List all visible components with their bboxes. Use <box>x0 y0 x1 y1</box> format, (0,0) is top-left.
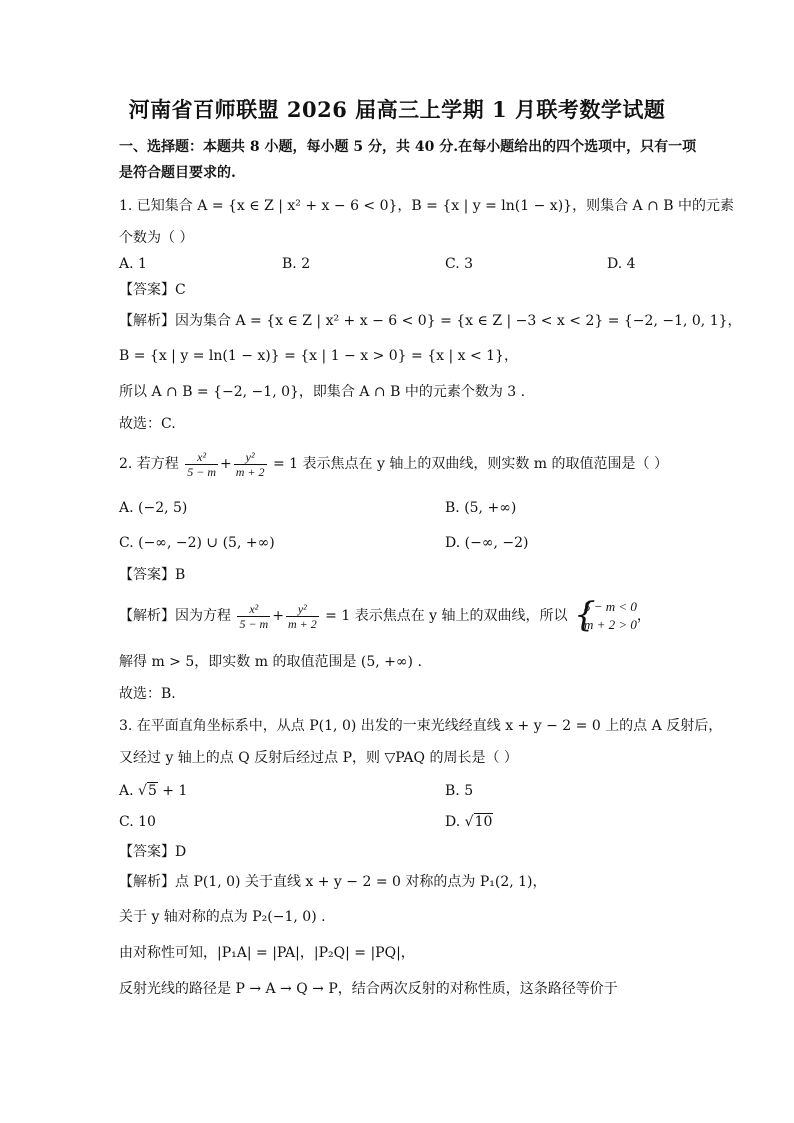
q2-fraction-x <box>185 450 218 479</box>
q2-analysis-fraction-y-denominator: m + 2 <box>287 616 317 631</box>
q2-option-c: C. (−∞, −2) ∪ (5, +∞) <box>119 535 275 551</box>
q2-plus: + <box>220 456 232 472</box>
q2-analysis-line2: 解得 m > 5，即实数 m 的取值范围是 (5, +∞) . <box>119 654 422 670</box>
q2-analysis-fraction-x-numerator: x² <box>237 602 270 617</box>
q1-analysis-line1: 【解析】因为集合 A = {x ∈ Z | x² + x − 6 < 0} = {x ∈ Z | −3 < x < 2} = {−2, −1, 0, 1}， <box>119 313 742 329</box>
q3-analysis-line1: 【解析】点 P(1, 0) 关于直线 x + y − 2 = 0 对称的点为 P₁(2, 1)， <box>119 874 547 890</box>
section-heading-line1: 一、选择题：本题共 8 小题，每小题 5 分，共 40 分.在每小题给出的四个选项中，只有一项 <box>119 139 697 155</box>
sqrt-icon: √ <box>464 814 474 830</box>
q1-stem-line2: 个数为（ ） <box>119 230 194 246</box>
q2-fraction-y-denominator: m + 2 <box>235 464 265 479</box>
q2-option-a: A. (−2, 5) <box>119 500 188 516</box>
q2-inequality-system <box>573 595 637 635</box>
q1-option-a: A. 1 <box>119 256 147 272</box>
q2-fraction-x-denominator: 5 − m <box>187 464 217 479</box>
q3-option-d-label: D. <box>445 814 465 830</box>
q2-number: 2. 若方程 <box>119 456 179 472</box>
q2-stem-tail: = 1 表示焦点在 y 轴上的双曲线，则实数 m 的取值范围是（ ） <box>272 456 668 472</box>
q2-analysis-line1 <box>119 596 651 636</box>
q2-fraction-y <box>234 450 267 479</box>
q3-stem-line2: 又经过 y 轴上的点 Q 反射后经过点 P，则 ▽PAQ 的周长是（ ） <box>119 750 518 766</box>
q3-option-d-radicand: 10 <box>474 814 493 830</box>
q2-fraction-y-numerator: y² <box>234 450 267 465</box>
q3-option-a-sqrt <box>138 781 158 801</box>
sqrt-icon: √ <box>138 783 147 799</box>
q3-analysis-line3: 由对称性可知，|P₁A| = |PA|，|P₂Q| = |PQ|， <box>119 945 415 961</box>
q2-analysis-fraction-y <box>286 602 319 631</box>
q2-analysis-end: ， <box>636 608 651 624</box>
q2-analysis-plus: + <box>272 608 284 624</box>
q2-system-row2: m + 2 > 0 <box>583 617 637 632</box>
q1-option-c: C. 3 <box>445 256 474 272</box>
q3-option-a-label: A. <box>119 783 139 799</box>
q1-option-b: B. 2 <box>282 256 311 272</box>
q1-option-d: D. 4 <box>607 256 636 272</box>
q2-answer: 【答案】B <box>119 567 186 583</box>
q2-option-b: B. (5, +∞) <box>445 500 517 516</box>
q3-option-a-radicand: 5 <box>147 783 157 799</box>
q2-option-d: D. (−∞, −2) <box>445 535 529 551</box>
q2-system-row1: 5 − m < 0 <box>583 599 637 614</box>
page-title: 河南省百师联盟 2026 届高三上学期 1 月联考数学试题 <box>128 97 666 122</box>
q3-option-a <box>119 781 187 801</box>
q1-choice: 故选：C. <box>119 416 176 432</box>
q3-option-c: C. 10 <box>119 814 156 830</box>
q1-stem-line1: 1. 已知集合 A = {x ∈ Z | x² + x − 6 < 0}，B = {x | y = ln(1 − x)}，则集合 A ∩ B 中的元素 <box>119 198 734 214</box>
q3-option-d <box>445 812 493 832</box>
q2-stem <box>119 446 668 482</box>
q2-choice: 故选：B. <box>119 686 176 702</box>
q3-option-b: B. 5 <box>445 783 474 799</box>
section-heading-line2: 是符合题目要求的. <box>119 165 236 181</box>
q3-analysis-line2: 关于 y 轴对称的点为 P₂(−1, 0) . <box>119 909 326 925</box>
q2-analysis-fraction-y-numerator: y² <box>286 602 319 617</box>
q1-analysis-line2: B = {x | y = ln(1 − x)} = {x | 1 − x > 0} = {x | x < 1}， <box>119 348 518 364</box>
q1-analysis-line3: 所以 A ∩ B = {−2, −1, 0}，即集合 A ∩ B 中的元素个数为 3 . <box>119 384 526 400</box>
q2-analysis-mid: = 1 表示焦点在 y 轴上的双曲线，所以 <box>325 608 568 624</box>
q2-fraction-x-numerator: x² <box>185 450 218 465</box>
q1-answer: 【答案】C <box>119 282 186 298</box>
q2-analysis-fraction-x <box>237 602 270 631</box>
q2-analysis-head: 【解析】因为方程 <box>119 608 231 624</box>
q3-stem-line1: 3. 在平面直角坐标系中，从点 P(1, 0) 出发的一束光线经直线 x + y − 2 = 0 上的点 A 反射后， <box>119 718 723 734</box>
q3-answer: 【答案】D <box>119 844 187 860</box>
q3-analysis-line4: 反射光线的路径是 P → A → Q → P，结合两次反射的对称性质，这条路径等价于 <box>119 981 618 997</box>
left-brace-icon: { <box>573 595 596 635</box>
q3-option-d-sqrt <box>465 812 494 832</box>
q3-option-a-tail: + 1 <box>157 783 188 799</box>
q2-analysis-fraction-x-denominator: 5 − m <box>239 616 269 631</box>
